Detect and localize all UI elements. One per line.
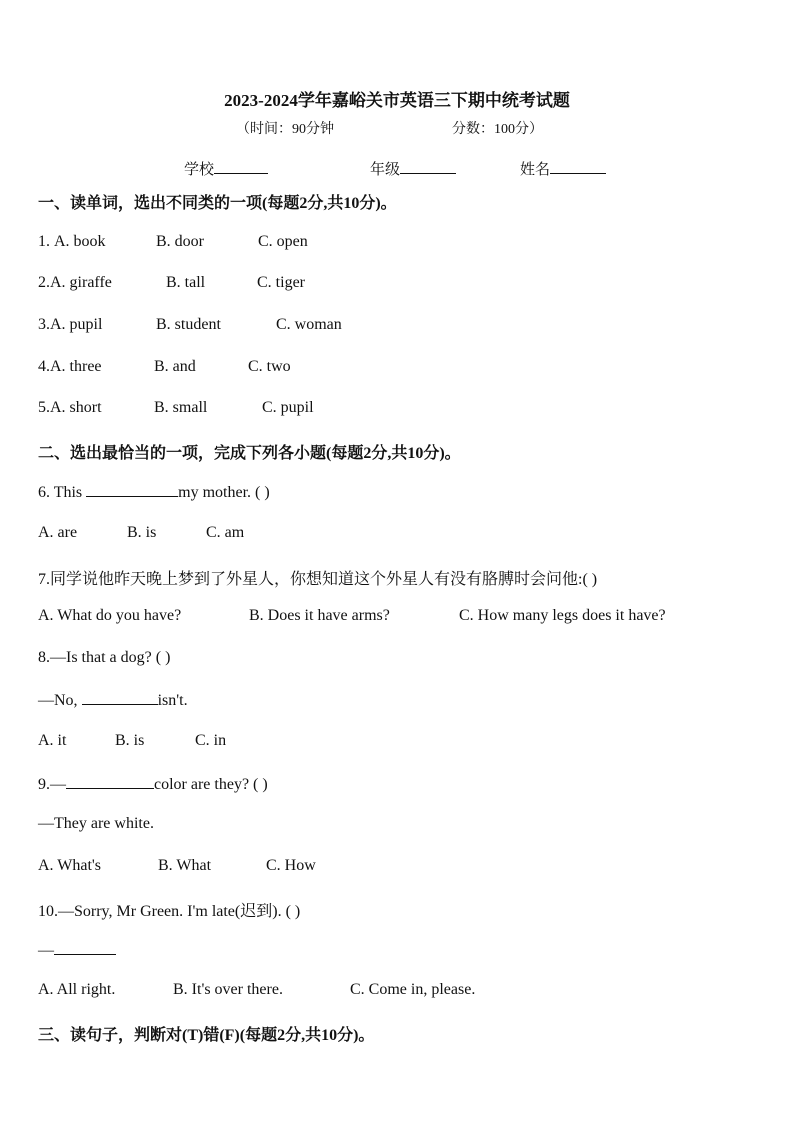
q8-text-pre: —No, (38, 692, 82, 709)
option-a: A. book (54, 233, 106, 250)
option-c: C. How many legs does it have? (459, 607, 666, 624)
option-c: C. open (258, 233, 308, 250)
question-9 (38, 774, 268, 794)
question-10-options (38, 981, 475, 999)
q-num: 5. (38, 399, 50, 416)
section3-heading: 三、读句子，判断对(T)错(F)(每题2分,共10分)。 (38, 1027, 375, 1044)
q10-text-pre: — (38, 942, 54, 959)
question-10: 10.—Sorry, Mr Green. I'm late(迟到). ( ) (38, 903, 301, 920)
option-b: B. and (154, 358, 196, 375)
q9-text-post: color are they? ( ) (154, 776, 268, 793)
option-c: C. Come in, please. (350, 981, 476, 998)
question-4 (38, 358, 291, 376)
q6-text-post: my mother. ( ) (178, 484, 270, 501)
q-num: 1. (38, 233, 54, 250)
question-9-reply: —They are white. (38, 815, 154, 832)
question-10-reply (38, 940, 116, 960)
q9-text-pre: 9.— (38, 776, 66, 793)
q9-blank (66, 774, 154, 789)
question-9-options (38, 857, 316, 875)
option-c: C. in (195, 732, 227, 749)
exam-score: 分数：100分） (452, 122, 543, 137)
grade-blank (400, 159, 456, 174)
option-a: A. All right. (38, 981, 116, 998)
question-6-options (38, 524, 244, 542)
option-c: C. pupil (262, 399, 314, 416)
option-a: A. What do you have? (38, 607, 182, 624)
option-c: C. tiger (257, 274, 305, 291)
option-c: C. am (206, 524, 245, 541)
question-7-options (38, 607, 666, 625)
option-c: C. How (266, 857, 316, 874)
option-a: A. giraffe (50, 274, 112, 291)
exam-title: 2023-2024学年嘉峪关市英语三下期中统考试题 (224, 91, 570, 110)
question-1 (38, 233, 308, 251)
option-a: A. three (50, 358, 102, 375)
option-a: A. short (50, 399, 102, 416)
question-5 (38, 399, 314, 417)
grade-label: 年级 (370, 162, 401, 178)
question-8-options (38, 732, 226, 750)
school-blank (214, 159, 268, 174)
q6-blank (86, 482, 178, 497)
school-label: 学校 (184, 162, 215, 178)
school-field (184, 158, 268, 179)
section1-heading: 一、读单词，选出不同类的一项(每题2分,共10分)。 (38, 195, 397, 212)
name-blank (550, 159, 606, 174)
option-a: A. are (38, 524, 78, 541)
question-3 (38, 316, 342, 334)
q-num: 2. (38, 274, 50, 291)
name-field (520, 158, 606, 179)
option-b: B. is (127, 524, 157, 541)
option-a: A. it (38, 732, 67, 749)
grade-field (370, 158, 456, 179)
exam-time: （时间：90分钟 (236, 122, 334, 137)
question-8-reply (38, 690, 188, 710)
question-8: 8.—Is that a dog? ( ) (38, 649, 171, 666)
q-num: 4. (38, 358, 50, 375)
option-a: A. What's (38, 857, 102, 874)
option-b: B. is (115, 732, 145, 749)
option-c: C. woman (276, 316, 342, 333)
question-7: 7.同学说他昨天晚上梦到了外星人，你想知道这个外星人有没有胳膊时会问他:( ) (38, 571, 598, 588)
question-6 (38, 482, 270, 502)
option-b: B. tall (166, 274, 206, 291)
option-b: B. small (154, 399, 208, 416)
q8-blank (82, 690, 158, 705)
option-a: A. pupil (50, 316, 103, 333)
option-b: B. What (158, 857, 212, 874)
q-num: 3. (38, 316, 50, 333)
option-b: B. student (156, 316, 221, 333)
option-b: B. door (156, 233, 204, 250)
q8-text-post: isn't. (157, 692, 188, 709)
q6-text-pre: 6. This (38, 484, 87, 501)
option-c: C. two (248, 358, 291, 375)
option-b: B. Does it have arms? (249, 607, 390, 624)
name-label: 姓名 (520, 162, 551, 178)
option-b: B. It's over there. (173, 981, 283, 998)
section2-heading: 二、选出最恰当的一项，完成下列各小题(每题2分,共10分)。 (38, 445, 461, 462)
question-2 (38, 274, 305, 292)
q10-blank (54, 940, 116, 955)
